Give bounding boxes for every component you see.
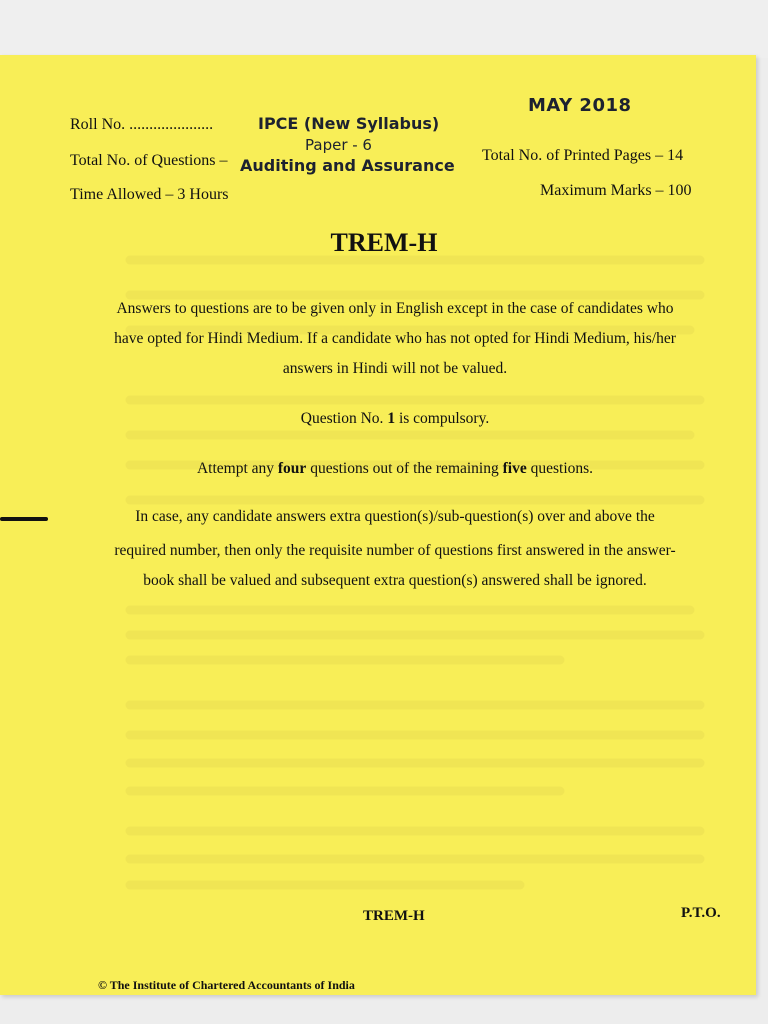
instruction-extra-line-3: book shall be valued and subsequent extra question(s) answered shall be ignored. [143, 572, 647, 589]
total-questions-label: Total No. of Questions – [70, 152, 228, 169]
roll-no-label: Roll No. ..................... [70, 116, 214, 133]
total-pages-label: Total No. of Printed Pages – 14 [482, 147, 684, 164]
instruction-compulsory [60, 406, 730, 432]
maximum-marks-label: Maximum Marks – 100 [540, 182, 692, 199]
footer-paper-code: TREM-H [363, 908, 425, 924]
attempt-text-mid: questions out of the remaining [306, 460, 503, 477]
compulsory-text: Question No. [300, 410, 388, 427]
exam-session: MAY 2018 [528, 95, 632, 116]
subject-name: Auditing and Assurance [240, 156, 455, 175]
margin-mark [0, 517, 48, 521]
instruction-extra-line-1: In case, any candidate answers extra question(s)/sub-question(s) over and above the [135, 508, 655, 525]
compulsory-text-end: is compulsory. [395, 410, 490, 427]
instruction-extra-line-2: required number, then only the requisite number of questions first answered in the answer- [114, 542, 676, 559]
remaining-count: five [502, 460, 527, 477]
compulsory-number: 1 [387, 410, 396, 427]
attempt-text: Attempt any [196, 460, 278, 477]
course-name: IPCE (New Syllabus) [258, 114, 440, 133]
paper-code-title: TREM-H [330, 228, 438, 257]
instruction-medium-line-2: have opted for Hindi Medium. If a candidate who has not opted for Hindi Medium, his/her [114, 330, 676, 347]
attempt-count: four [277, 460, 307, 477]
time-allowed-label: Time Allowed – 3 Hours [70, 186, 229, 203]
instruction-medium-line-1: Answers to questions are to be given only in English except in the case of candidates who [116, 300, 674, 317]
attempt-text-end: questions. [526, 460, 594, 477]
footer-pto: P.T.O. [681, 905, 721, 921]
copyright-notice: © The Institute of Chartered Accountants of India [98, 978, 355, 992]
page-margin-top [0, 0, 768, 58]
instruction-attempt [60, 456, 730, 482]
paper-number: Paper - 6 [305, 136, 372, 154]
instruction-medium-line-3: answers in Hindi will not be valued. [282, 360, 508, 377]
